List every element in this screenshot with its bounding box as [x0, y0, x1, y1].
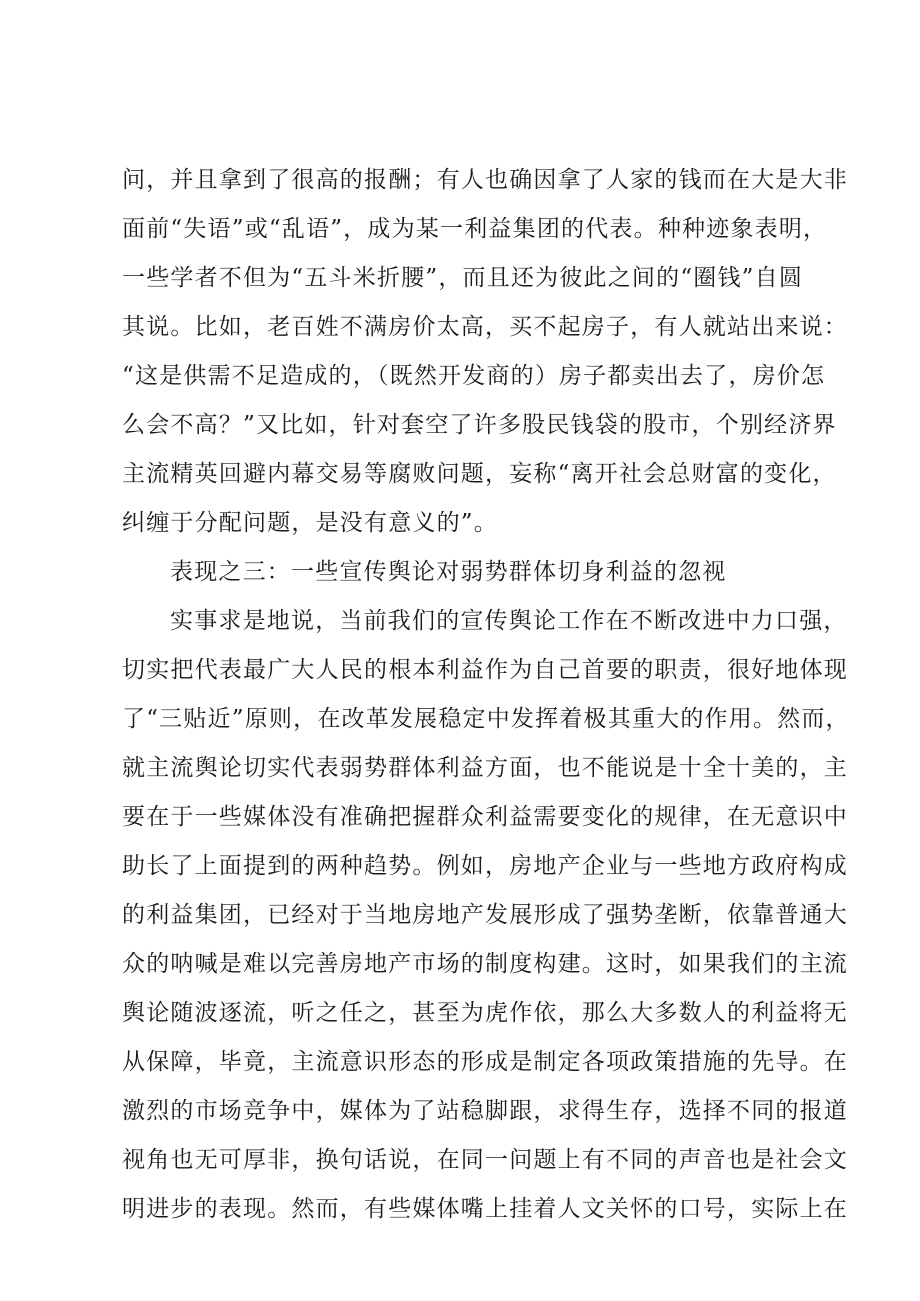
text-line: 问，并且拿到了很高的报酬；有人也确因拿了人家的钱而在大是大非	[122, 167, 848, 193]
text-line: 其说。比如，老百姓不满房价太高，买不起房子，有人就站出来说：	[122, 314, 848, 340]
text-line: 从保障，毕竟，主流意识形态的形成是制定各项政策措施的先导。在	[122, 1049, 848, 1075]
text-line: 就主流舆论切实代表弱势群体利益方面，也不能说是十全十美的，主	[122, 755, 848, 781]
text-line: 面前“失语”或“乱语”，成为某一利益集团的代表。种种迹象表明，	[122, 216, 828, 242]
text-line: 助长了上面提到的两种趋势。例如，房地产企业与一些地方政府构成	[122, 853, 848, 879]
text-line: 众的呐喊是难以完善房地产市场的制度构建。这时，如果我们的主流	[122, 951, 848, 977]
text-line: 纠缠于分配问题，是没有意义的”。	[122, 510, 498, 536]
text-line: 主流精英回避内幕交易等腐败问题，妄称“离开社会总财富的变化，	[122, 461, 837, 487]
heading-text: 表现之三：一些宣传舆论对弱势群体切身利益的忽视	[170, 559, 727, 585]
text-line: 实事求是地说，当前我们的宣传舆论工作在不断改进中力口强，	[170, 608, 848, 634]
text-line: 了“三贴近”原则，在改革发展稳定中发挥着极其重大的作用。然而，	[122, 706, 850, 732]
text-line: “这是供需不足造成的，（既然开发商的）房子都卖出去了，房价怎	[122, 363, 826, 389]
text-line: 一些学者不但为“五斗米折腰”，而且还为彼此之间的“圈钱”自圆	[122, 265, 804, 291]
text-line: 激烈的市场竞争中，媒体为了站稳脚跟，求得生存，选择不同的报道	[122, 1098, 848, 1124]
text-line: 要在于一些媒体没有准确把握群众利益需要变化的规律，在无意识中	[122, 804, 848, 830]
text-line: 切实把代表最广大人民的根本利益作为自己首要的职责，很好地体现	[122, 657, 848, 683]
text-line: 舆论随波逐流，听之任之，甚至为虎作依，那么大多数人的利益将无	[122, 1000, 848, 1026]
text-line: 么会不高？”又比如，针对套空了许多股民钱袋的股市，个别经济界	[122, 412, 837, 438]
text-line: 明进步的表现。然而，有些媒体嘴上挂着人文关怀的口号，实际上在	[122, 1196, 848, 1222]
text-line: 视角也无可厚非，换句话说，在同一问题上有不同的声音也是社会文	[122, 1147, 848, 1173]
text-line: 的利益集团，已经对于当地房地产发展形成了强势垄断，依靠普通大	[122, 902, 848, 928]
